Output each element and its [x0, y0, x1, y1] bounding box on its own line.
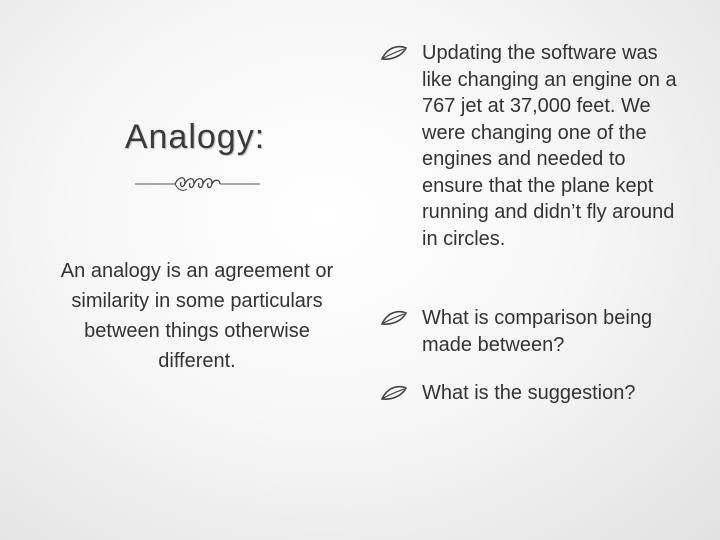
- leaf-bullet-icon: [380, 309, 408, 327]
- bullet-item: [380, 380, 680, 407]
- bullet-text: What is comparison being made between?: [422, 307, 653, 356]
- flourish-divider-icon: [135, 172, 260, 196]
- leaf-bullet-icon: [380, 384, 408, 402]
- definition-text: An analogy is an agreement or similarity in some particulars between things otherwise different.: [60, 260, 334, 372]
- slide-title: Analogy:: [124, 118, 266, 156]
- bullet-item: [380, 40, 680, 252]
- bullet-text: What is the suggestion?: [422, 382, 636, 404]
- bullet-item: [380, 305, 680, 358]
- bullet-list: [380, 40, 680, 407]
- leaf-bullet-icon: [380, 44, 408, 62]
- bullet-text: Updating the software was like changing an engine on a 767 jet at 37,000 feet. We were changing one of the engines and needed to ensure that the plane kept running and didn’t fly around in circles.: [422, 42, 677, 250]
